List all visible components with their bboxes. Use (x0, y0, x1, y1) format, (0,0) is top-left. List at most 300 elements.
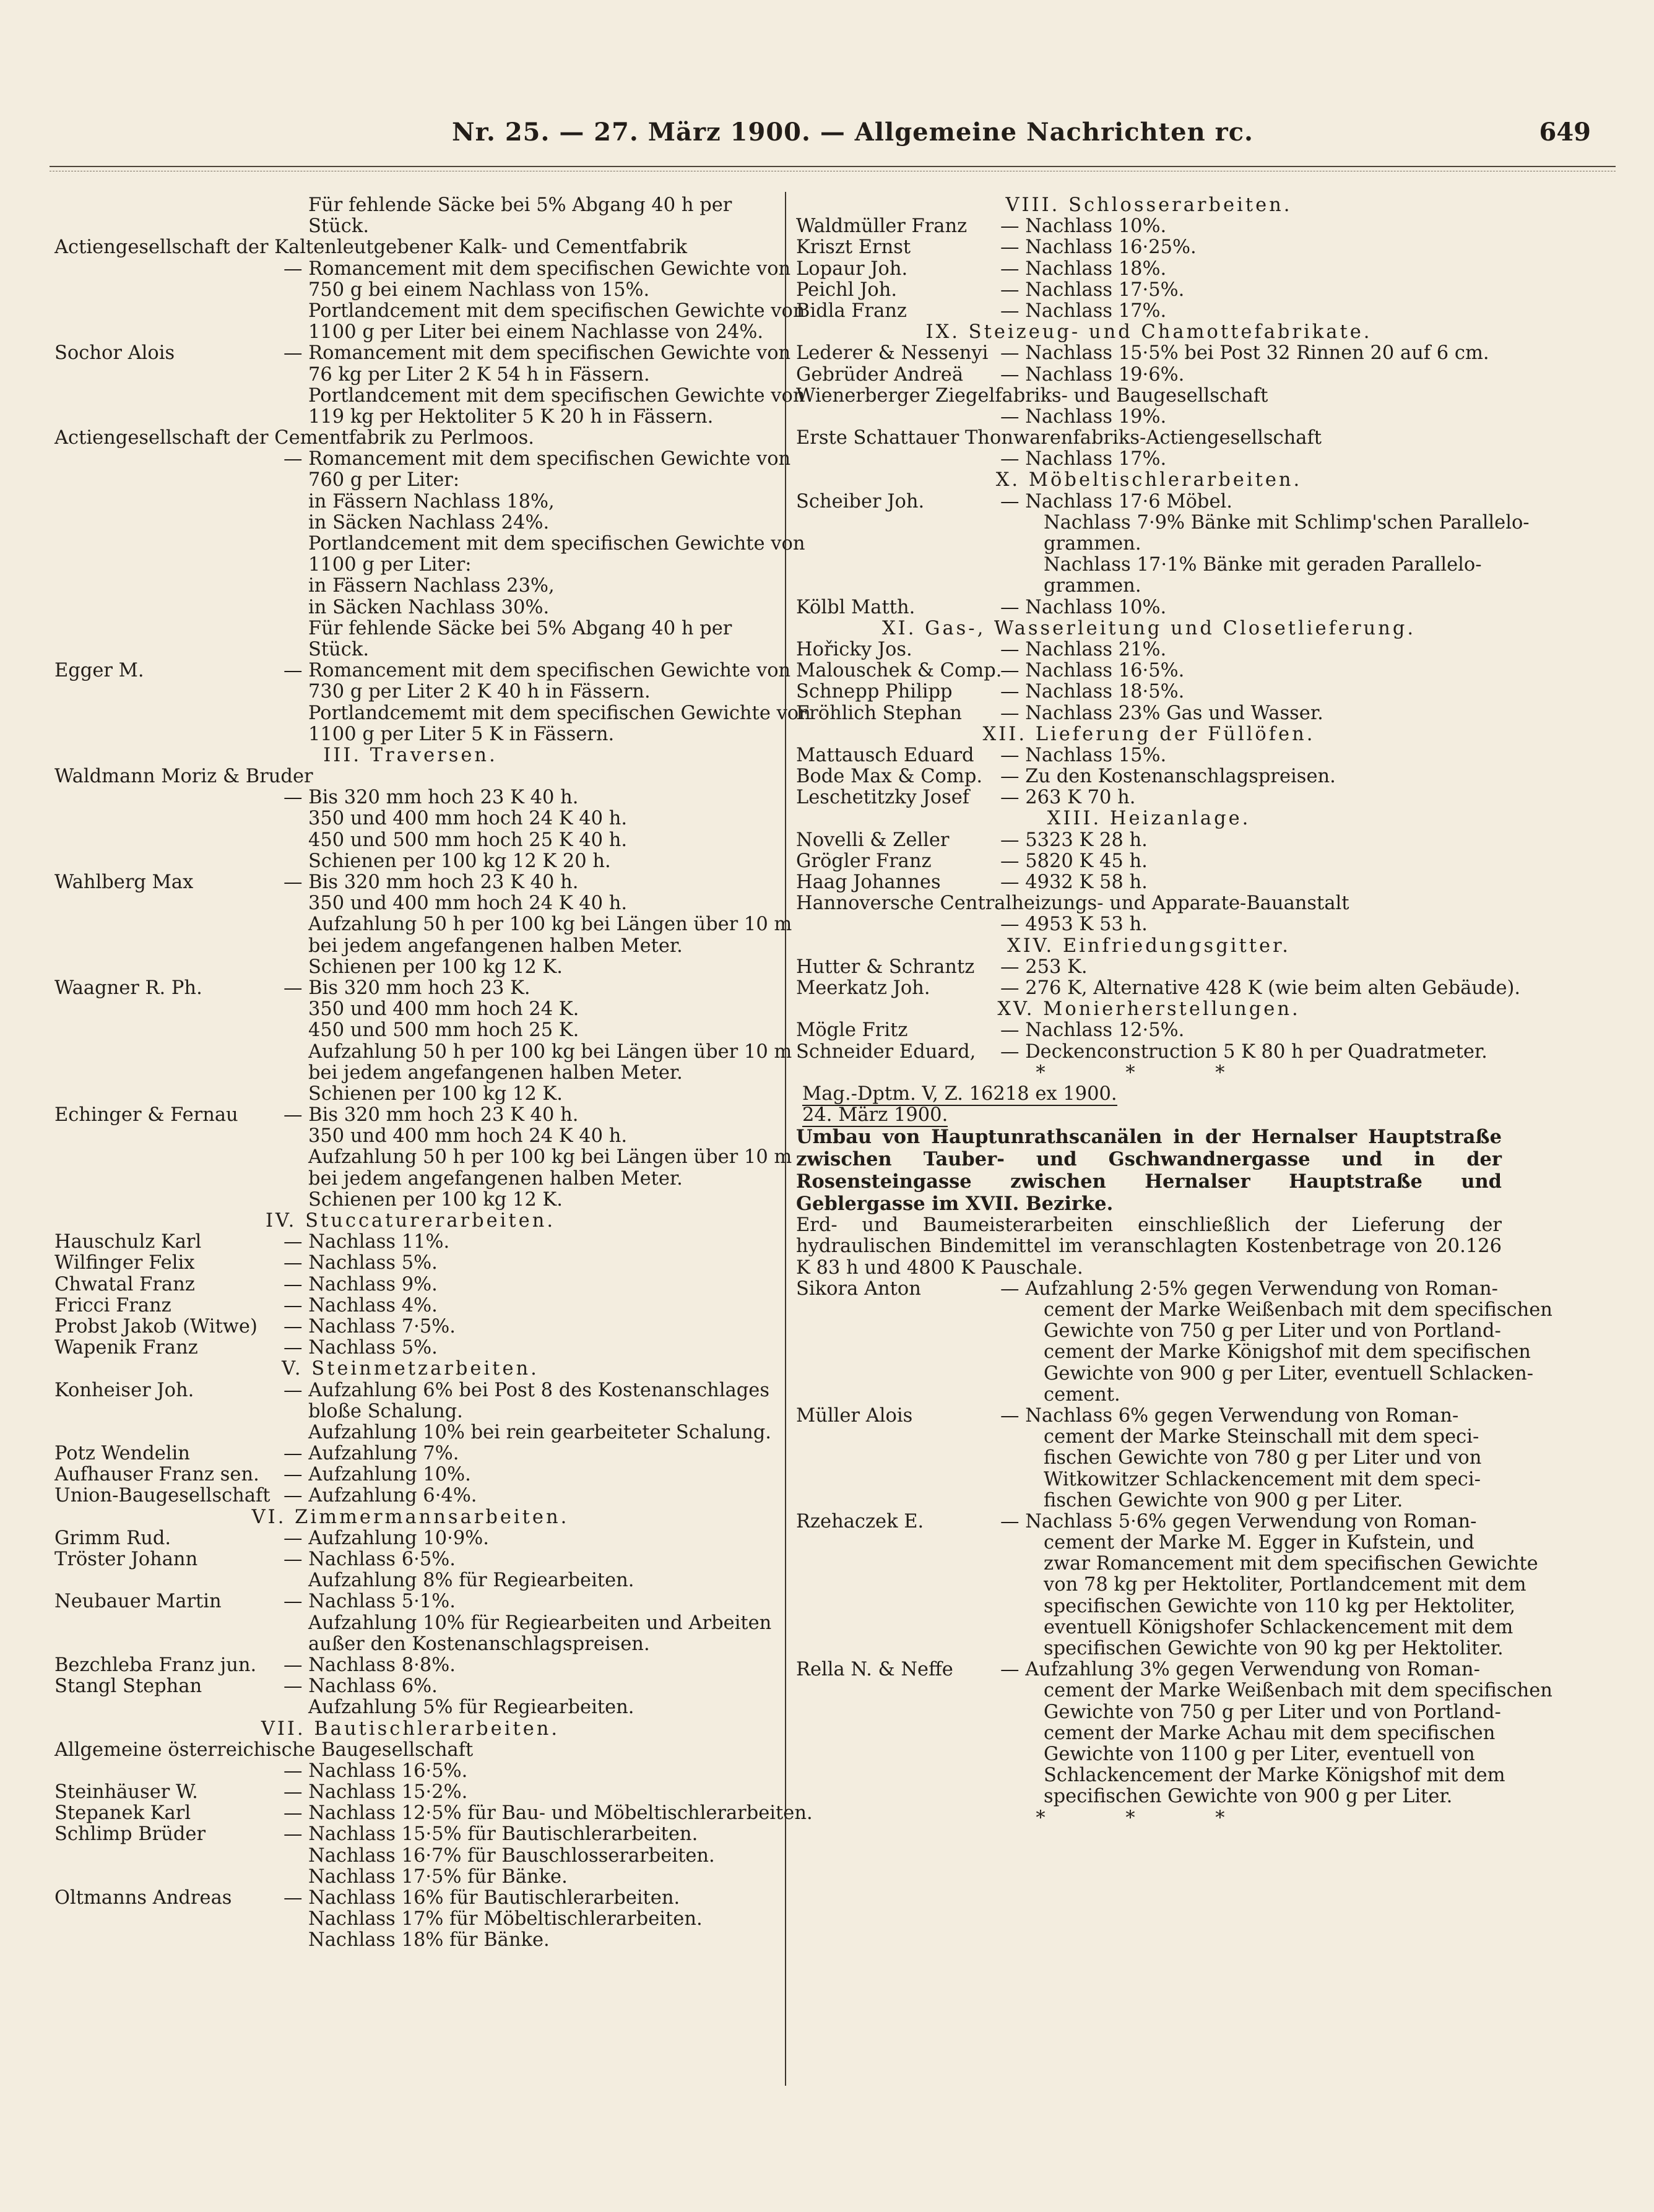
entry-line (796, 1511, 1502, 1532)
entry-line (796, 872, 1502, 893)
bidder-name: Steinhäuser W. (54, 1781, 198, 1804)
entry-line (54, 257, 791, 280)
entry-text: — Aufzahlung 10%. (284, 1464, 471, 1486)
entry-line (54, 1169, 766, 1190)
entry-line (54, 1274, 766, 1295)
entry-text: Portlandcement mit dem specifischen Gewichte von (308, 384, 805, 407)
entry-line (54, 428, 766, 449)
entry-text: — Aufzahlung 3% gegen Verwendung von Roman- (1000, 1659, 1480, 1681)
entry-line (54, 1676, 766, 1697)
entry-text: — Bis 320 mm hoch 23 K 40 h. (284, 871, 579, 893)
entry-line (54, 216, 766, 237)
entry-text: — Nachlass 21%. (1000, 638, 1167, 660)
entry-text: cement der Marke Weißenbach mit dem specifischen (1044, 1299, 1552, 1321)
entry-line (54, 1846, 766, 1867)
entry-text: — Nachlass 19%. (1000, 405, 1167, 428)
entry-text: — Deckenconstruction 5 K 80 h per Quadratmeter. (1000, 1040, 1487, 1063)
entry-text: — Nachlass 5·6% gegen Verwendung von Roman- (1000, 1510, 1477, 1532)
entry-text: Nachlass 18% für Bänke. (308, 1929, 550, 1951)
entry-line (796, 1427, 1502, 1448)
entry-line (796, 1321, 1502, 1342)
entry-line (796, 787, 1502, 808)
entry-line (54, 384, 805, 407)
entry-text: — Nachlass 16·5%. (284, 1760, 468, 1782)
entry-line (54, 1634, 766, 1655)
entry-line (796, 1553, 1538, 1575)
entry-line (796, 534, 1502, 555)
bidder-name: Chwatal Franz (54, 1273, 195, 1295)
entry-line (796, 681, 1502, 702)
bidder-name: Konheiser Joh. (54, 1379, 194, 1401)
bidder-name: Scheiber Joh. (796, 490, 925, 512)
entry-line (54, 1824, 766, 1845)
entry-line (54, 1253, 766, 1274)
entry-line (54, 999, 766, 1020)
entry-line (54, 280, 766, 301)
entry-line (796, 491, 1502, 512)
entry-text: bloße Schalung. (308, 1400, 463, 1422)
entry-text: außer den Kostenanschlagspreisen. (308, 1633, 650, 1655)
entry-text: — Nachlass 5·1%. (284, 1591, 456, 1613)
entry-line (54, 322, 766, 343)
bidder-name: Haag Johannes (796, 871, 941, 893)
entry-line (54, 491, 766, 512)
bidder-name: Erste Schattauer Thonwarenfabriks-Actiengesellschaft (796, 427, 1322, 449)
entry-line (796, 1638, 1502, 1659)
entry-line (796, 745, 1502, 766)
bidder-name: Leschetitzky Josef (796, 787, 970, 809)
header-rule (50, 166, 1616, 167)
entry-text: Gewichte von 1100 g per Liter, eventuell von (1044, 1743, 1475, 1765)
entry-line (796, 766, 1502, 787)
entry-text: — Nachlass 6%. (284, 1675, 438, 1698)
entry-line (796, 1786, 1502, 1807)
entry-text: — Aufzahlung 2·5% gegen Verwendung von Roman- (1000, 1277, 1498, 1300)
section-heading: X. Möbeltischlerarbeiten. (995, 469, 1302, 491)
section-heading: VIII. Schlosserarbeiten. (1005, 194, 1292, 216)
entry-line (54, 512, 766, 534)
reference-line (796, 1105, 1502, 1126)
section-heading: VII. Bautischlerarbeiten. (261, 1717, 560, 1740)
entry-line (54, 660, 791, 682)
entry-line (54, 1105, 766, 1126)
entry-line (796, 1574, 1526, 1596)
entry-line (796, 280, 1502, 301)
entry-line (54, 851, 766, 872)
entry-line (796, 1341, 1531, 1363)
entry-text: — 263 K 70 h. (1000, 787, 1136, 809)
entry-line (54, 936, 766, 957)
entry-text: — 4953 K 53 h. (1000, 914, 1148, 936)
section-heading: V. Steinmetzarbeiten. (282, 1358, 539, 1380)
bidder-name: Bode Max & Comp. (796, 766, 983, 788)
entry-line (796, 428, 1502, 449)
entry-text: — Nachlass 6% gegen Verwendung von Roman- (1000, 1404, 1459, 1427)
entry-line (54, 639, 766, 660)
section-separator-stars: * * * (1036, 1061, 1262, 1084)
entry-line (796, 1385, 1502, 1406)
entry-line (796, 365, 1502, 386)
entry-line (796, 1406, 1502, 1427)
section-heading: XV. Monierherstellungen. (997, 998, 1301, 1021)
entry-line (54, 914, 792, 936)
entry-line (54, 1485, 766, 1506)
entry-line (54, 1401, 766, 1422)
entry-text: specifischen Gewichte von 90 kg per Hektoliter. (1044, 1638, 1504, 1660)
bidder-name: Hannoversche Centralheizungs- und Apparate-Bauanstalt (796, 892, 1349, 915)
entry-text: — Nachlass 15·5% bei Post 32 Rinnen 20 auf 6 cm. (1000, 342, 1489, 365)
entry-text: — Bis 320 mm hoch 23 K. (284, 977, 530, 999)
entry-line (54, 365, 766, 386)
entry-text: — Aufzahlung 10·9%. (284, 1527, 489, 1549)
entry-text: — Nachlass 5%. (284, 1252, 438, 1274)
entry-line (54, 1379, 769, 1401)
entry-text: 450 und 500 mm hoch 25 K. (308, 1019, 579, 1042)
bidder-name: Sikora Anton (796, 1277, 921, 1300)
entry-text: — Nachlass 6·5%. (284, 1549, 456, 1570)
bidder-name: Tröster Johann (54, 1549, 198, 1570)
bidder-name: Meerkatz Joh. (796, 977, 930, 999)
entry-line (796, 1469, 1502, 1490)
entry-text: Aufzahlung 10% für Regiearbeiten und Arbeiten (308, 1612, 772, 1634)
bidder-name: Fröhlich Stephan (796, 702, 962, 724)
entry-line (54, 533, 805, 555)
entry-text: 760 g per Liter: (308, 469, 460, 491)
bidder-name: Grögler Franz (796, 850, 932, 872)
entry-text: Portlandcememt mit dem specifischen Gewichte von (308, 702, 811, 724)
section-heading: XIV. Einfriedungsgitter. (1007, 935, 1291, 957)
section-heading: IV. Stuccaturerarbeiten. (265, 1210, 556, 1232)
entry-line (54, 724, 766, 745)
entry-line (54, 1084, 766, 1105)
bidder-name: Rzehaczek E. (796, 1510, 924, 1532)
entry-text: Aufzahlung 10% bei rein gearbeiteter Schalung. (308, 1421, 771, 1443)
bidder-name: Actiengesellschaft der Cementfabrik zu Perlmoos. (54, 427, 534, 449)
entry-line (54, 407, 766, 428)
entry-line (54, 470, 766, 491)
bidder-name: Schneider Eduard, (796, 1040, 976, 1063)
entry-text: — Zu den Kostenanschlagspreisen. (1000, 766, 1336, 788)
section-heading: XIII. Heizanlage. (1047, 808, 1251, 830)
entry-line (796, 1744, 1502, 1765)
entry-line (54, 1655, 766, 1676)
entry-line (796, 343, 1502, 364)
entry-line (796, 1680, 1552, 1702)
bidder-name: Sochor Alois (54, 342, 175, 365)
entry-line (54, 342, 791, 365)
bidder-name: Aufhauser Franz sen. (54, 1464, 259, 1486)
entry-text: — Nachlass 17·6 Möbel. (1000, 490, 1232, 512)
entry-line (796, 259, 1502, 280)
entry-line (54, 1063, 766, 1084)
entry-line (54, 1316, 766, 1337)
entry-text: — Nachlass 7·5%. (284, 1315, 456, 1337)
entry-line (54, 1464, 766, 1485)
entry-line (54, 1232, 766, 1253)
bidder-name: Schlimp Brüder (54, 1823, 206, 1846)
entry-line (54, 1591, 766, 1612)
bidder-name: Neubauer Martin (54, 1591, 222, 1613)
bidder-name: Oltmanns Andreas (54, 1887, 232, 1909)
entry-text: in Säcken Nachlass 24%. (308, 511, 550, 534)
page-header (56, 118, 1628, 161)
entry-line (796, 1020, 1502, 1041)
entry-text: — Nachlass 17·5%. (1000, 279, 1185, 301)
entry-line (54, 1930, 766, 1951)
entry-line (54, 1867, 766, 1888)
entry-text: — 276 K, Alternative 428 K (wie beim alten Gebäude). (1000, 977, 1521, 999)
right-column (796, 194, 1552, 1829)
entry-text: 1100 g per Liter bei einem Nachlasse von 24%. (308, 321, 764, 343)
entry-text: — Romancement mit dem specifischen Gewichte von (284, 342, 791, 365)
reference-text: Mag.-Dptm. V, Z. 16218 ex 1900. (802, 1082, 1117, 1105)
entry-line (54, 893, 766, 914)
bidder-name: Potz Wendelin (54, 1443, 190, 1465)
entry-line (796, 511, 1530, 534)
entry-line (796, 386, 1502, 407)
entry-text: — Nachlass 15%. (1000, 744, 1167, 766)
entry-text: cement. (1044, 1383, 1120, 1406)
entry-text: 119 kg per Hektoliter 5 K 20 h in Fässern. (308, 405, 714, 428)
entry-text: 750 g bei einem Nachlass von 15%. (308, 279, 650, 301)
entry-line (796, 555, 1502, 576)
entry-text: Für fehlende Säcke bei 5% Abgang 40 h per (308, 194, 732, 216)
bidder-name: Stangl Stephan (54, 1675, 202, 1698)
bidder-name: Kölbl Matth. (796, 596, 916, 618)
entry-text: 1100 g per Liter 5 K in Fässern. (308, 723, 615, 745)
entry-text: — 253 K. (1000, 956, 1088, 978)
entry-line (54, 1443, 766, 1464)
entry-text: cement der Marke Achau mit dem specifischen (1044, 1722, 1496, 1744)
entry-text: cement der Marke Steinschall mit dem speci- (1044, 1426, 1479, 1448)
entry-text: — Aufzahlung 7%. (284, 1443, 459, 1465)
entry-text: — Nachlass 10%. (1000, 596, 1167, 618)
entry-line (796, 1595, 1516, 1617)
entry-text: in Fässern Nachlass 18%, (308, 490, 555, 512)
entry-text: Aufzahlung 8% für Regiearbeiten. (308, 1570, 634, 1592)
entry-text: — 4932 K 58 h. (1000, 871, 1148, 893)
entry-line (54, 1802, 813, 1825)
entry-text: Schienen per 100 kg 12 K. (308, 956, 563, 978)
entry-line (54, 576, 766, 597)
entry-line (54, 1295, 766, 1316)
bidder-name: Malouschek & Comp. (796, 660, 1002, 682)
entry-text: bei jedem angefangenen halben Meter. (308, 1061, 683, 1084)
entry-text: grammen. (1044, 575, 1141, 597)
entry-line (796, 576, 1502, 597)
entry-line (796, 851, 1502, 872)
entry-text: — Nachlass 12·5%. (1000, 1019, 1185, 1042)
entry-text: Schlackencement der Marke Königshof mit dem (1044, 1765, 1505, 1787)
bidder-name: Bezchleba Franz jun. (54, 1654, 257, 1676)
reference-text: 24. März 1900. (802, 1104, 948, 1126)
entry-text: Gewichte von 750 g per Liter und von Portland- (1044, 1701, 1501, 1723)
entry-line (54, 1528, 766, 1549)
entry-text: fischen Gewichte von 900 g per Liter. (1044, 1489, 1403, 1511)
entry-line (54, 1126, 766, 1147)
section-separator-stars: * * * (1036, 1807, 1262, 1829)
entry-text: — Aufzahlung 6·4%. (284, 1485, 477, 1507)
entry-line (54, 978, 766, 999)
entry-line (54, 830, 766, 851)
entry-text: — Nachlass 16·25%. (1000, 236, 1197, 259)
entry-line (796, 1279, 1502, 1300)
entry-text: — Nachlass 10%. (1000, 215, 1167, 238)
entry-text: bei jedem angefangenen halben Meter. (308, 1167, 683, 1190)
entry-text: — Nachlass 17%. (1000, 300, 1167, 322)
entry-text: cement der Marke Weißenbach mit dem specifischen (1044, 1680, 1552, 1702)
entry-text: Aufzahlung 50 h per 100 kg bei Längen über 10 m (308, 1040, 792, 1063)
entry-text: — Romancement mit dem specifischen Gewichte von (284, 257, 791, 280)
entry-text: 350 und 400 mm hoch 24 K 40 h. (308, 1125, 628, 1147)
entry-text: — Nachlass 5%. (284, 1337, 438, 1359)
entry-text: Gewichte von 750 g per Liter und von Portland- (1044, 1320, 1501, 1342)
entry-text: — Nachlass 18%. (1000, 257, 1167, 280)
bidder-name: Mögle Fritz (796, 1019, 908, 1042)
entry-text: — Nachlass 16% für Bautischlerarbeiten. (284, 1887, 680, 1909)
entry-line (796, 957, 1502, 978)
entry-line (796, 914, 1502, 935)
entry-line (54, 618, 766, 639)
entry-text: 1100 g per Liter: (308, 554, 472, 576)
entry-text: Stück. (308, 215, 370, 238)
entry-line (54, 1888, 766, 1909)
entry-text: — Aufzahlung 6% bei Post 8 des Kostenanschlages (284, 1379, 769, 1401)
entry-text: cement der Marke M. Egger in Kufstein, und (1044, 1532, 1474, 1554)
entry-line (796, 1042, 1502, 1063)
entry-text: Nachlass 17·1% Bänke mit geraden Parallelo- (1044, 554, 1482, 576)
section-heading: IX. Steizeug- und Chamottefabrikate. (925, 321, 1372, 343)
entry-text: Portlandcement mit dem specifischen Gewichte von (308, 300, 805, 322)
entry-text: 730 g per Liter 2 K 40 h in Fässern. (308, 681, 651, 703)
entry-text: — Nachlass 11%. (284, 1231, 450, 1253)
entry-line (796, 301, 1502, 322)
entry-line (54, 872, 766, 893)
entry-text: — 5820 K 45 h. (1000, 850, 1148, 872)
bidder-name: Egger M. (54, 660, 144, 682)
column-divider (785, 192, 786, 2086)
entry-text: Schienen per 100 kg 12 K 20 h. (308, 850, 611, 872)
bidder-name: Echinger & Fernau (54, 1104, 238, 1126)
entry-text: 450 und 500 mm hoch 25 K 40 h. (308, 829, 628, 851)
entry-text: eventuell Königshofer Schlackencement mit dem (1044, 1616, 1513, 1638)
entry-text: — Nachlass 18·5%. (1000, 681, 1185, 703)
entry-text: — Nachlass 15·2%. (284, 1781, 468, 1804)
notice-paragraph: Erd- und Baumeisterarbeiten einschließlich der Lieferung der hydraulischen Bindemittel im veranschlagten Kostenbetrage von 20.126 K 83 h und 4800 K Pauschale. (796, 1214, 1502, 1279)
entry-text: grammen. (1044, 533, 1141, 555)
entry-line (796, 830, 1502, 851)
entry-line (796, 893, 1502, 914)
entry-line (796, 216, 1502, 237)
entry-line (796, 1299, 1552, 1321)
bidder-name: Hutter & Schrantz (796, 956, 975, 978)
entry-text: — 5323 K 28 h. (1000, 829, 1148, 851)
bidder-name: Probst Jakob (Witwe) (54, 1315, 258, 1337)
entry-text: Für fehlende Säcke bei 5% Abgang 40 h per (308, 617, 732, 639)
reference-line (796, 1084, 1502, 1105)
entry-line (54, 300, 805, 322)
bidder-name: Stepanek Karl (54, 1802, 191, 1825)
entry-line (796, 1448, 1502, 1469)
bidder-name: Wahlberg Max (54, 871, 194, 893)
left-column (54, 194, 813, 1951)
entry-line (54, 237, 766, 258)
entry-text: 76 kg per Liter 2 K 54 h in Fässern. (308, 363, 650, 386)
entry-line (796, 1490, 1502, 1511)
entry-line (54, 1761, 766, 1782)
entry-line (796, 449, 1502, 470)
notice-heading: Umbau von Hauptunrathscanälen in der Hernalser Hauptstraße zwischen Tauber- und Gschwandnergasse und in der Rosensteingasse zwischen Hernalser Hauptstraße und Geblergasse im XVII. Bezirke. (796, 1126, 1502, 1216)
bidder-name: Hauschulz Karl (54, 1231, 202, 1253)
entry-text: Nachlass 7·9% Bänke mit Schlimp'schen Parallelo- (1044, 511, 1530, 534)
bidder-name: Waagner R. Ph. (54, 977, 202, 999)
entry-line (54, 702, 811, 724)
entry-text: von 78 kg per Hektoliter, Portlandcement mit dem (1044, 1574, 1526, 1596)
entry-line (796, 703, 1502, 724)
entry-line (54, 555, 766, 576)
entry-line (796, 597, 1502, 618)
bidder-name: Wilfinger Felix (54, 1252, 195, 1274)
entry-text: — Nachlass 15·5% für Bautischlerarbeiten. (284, 1823, 698, 1846)
entry-text: specifischen Gewichte von 900 g per Liter. (1044, 1786, 1453, 1808)
entry-line (796, 1616, 1513, 1638)
bidder-name: Müller Alois (796, 1404, 913, 1427)
entry-text: Aufzahlung 5% für Regiearbeiten. (308, 1696, 634, 1719)
entry-line (54, 681, 766, 702)
entry-text: fischen Gewichte von 780 g per Liter und von (1044, 1447, 1482, 1469)
entry-text: 350 und 400 mm hoch 24 K 40 h. (308, 892, 628, 915)
entry-line (796, 1765, 1505, 1787)
entry-text: — Nachlass 4%. (284, 1294, 438, 1316)
entry-line (54, 1909, 766, 1930)
bidder-name: Wapenik Franz (54, 1337, 198, 1359)
bidder-name: Rella N. & Neffe (796, 1659, 953, 1681)
entry-text: — Nachlass 19·6%. (1000, 363, 1185, 386)
bidder-name: Schnepp Philipp (796, 681, 953, 703)
page-number: 649 (1539, 118, 1591, 147)
header-title: Nr. 25. — 27. März 1900. — Allgemeine Nachrichten rc. (452, 118, 1253, 147)
entry-text: Witkowitzer Schlackencement mit dem speci- (1044, 1468, 1481, 1490)
entry-text: zwar Romancement mit dem specifischen Gewichte (1044, 1553, 1538, 1575)
entry-line (54, 1421, 771, 1443)
bidder-name: Actiengesellschaft der Kaltenleutgebener Kalk- und Cementfabrik (54, 236, 687, 259)
entry-line (54, 597, 766, 618)
entry-line (796, 237, 1502, 258)
section-heading: VI. Zimmermannsarbeiten. (251, 1506, 569, 1528)
entry-text: — Nachlass 8·8%. (284, 1654, 456, 1676)
entry-line (54, 1570, 766, 1591)
entry-line (796, 660, 1502, 681)
entry-text: Gewichte von 900 g per Liter, eventuell Schlacken- (1044, 1362, 1534, 1385)
entry-text: Schienen per 100 kg 12 K. (308, 1082, 563, 1105)
bidder-name: Lopaur Joh. (796, 257, 908, 280)
entry-text: — Nachlass 12·5% für Bau- und Möbeltischlerarbeiten. (284, 1802, 813, 1825)
bidder-name: Bidla Franz (796, 300, 907, 322)
entry-text: Nachlass 17% für Möbeltischlerarbeiten. (308, 1908, 703, 1930)
entry-line (54, 1337, 766, 1359)
entry-text: cement der Marke Königshof mit dem specifischen (1044, 1341, 1531, 1363)
bidder-name: Waldmann Moriz & Bruder (54, 766, 313, 788)
bidder-name: Fricci Franz (54, 1294, 171, 1316)
section-heading: III. Traversen. (323, 744, 498, 766)
bidder-name: Wienerberger Ziegelfabriks- und Baugesellschaft (796, 384, 1268, 407)
bidder-name: Union-Baugesellschaft (54, 1485, 271, 1507)
bidder-name: Novelli & Zeller (796, 829, 950, 851)
bidder-name: Gebrüder Andreä (796, 363, 964, 386)
entry-text: — Nachlass 9%. (284, 1273, 438, 1295)
entry-text: Schienen per 100 kg 12 K. (308, 1188, 563, 1211)
entry-text: — Nachlass 23% Gas und Wasser. (1000, 702, 1323, 724)
